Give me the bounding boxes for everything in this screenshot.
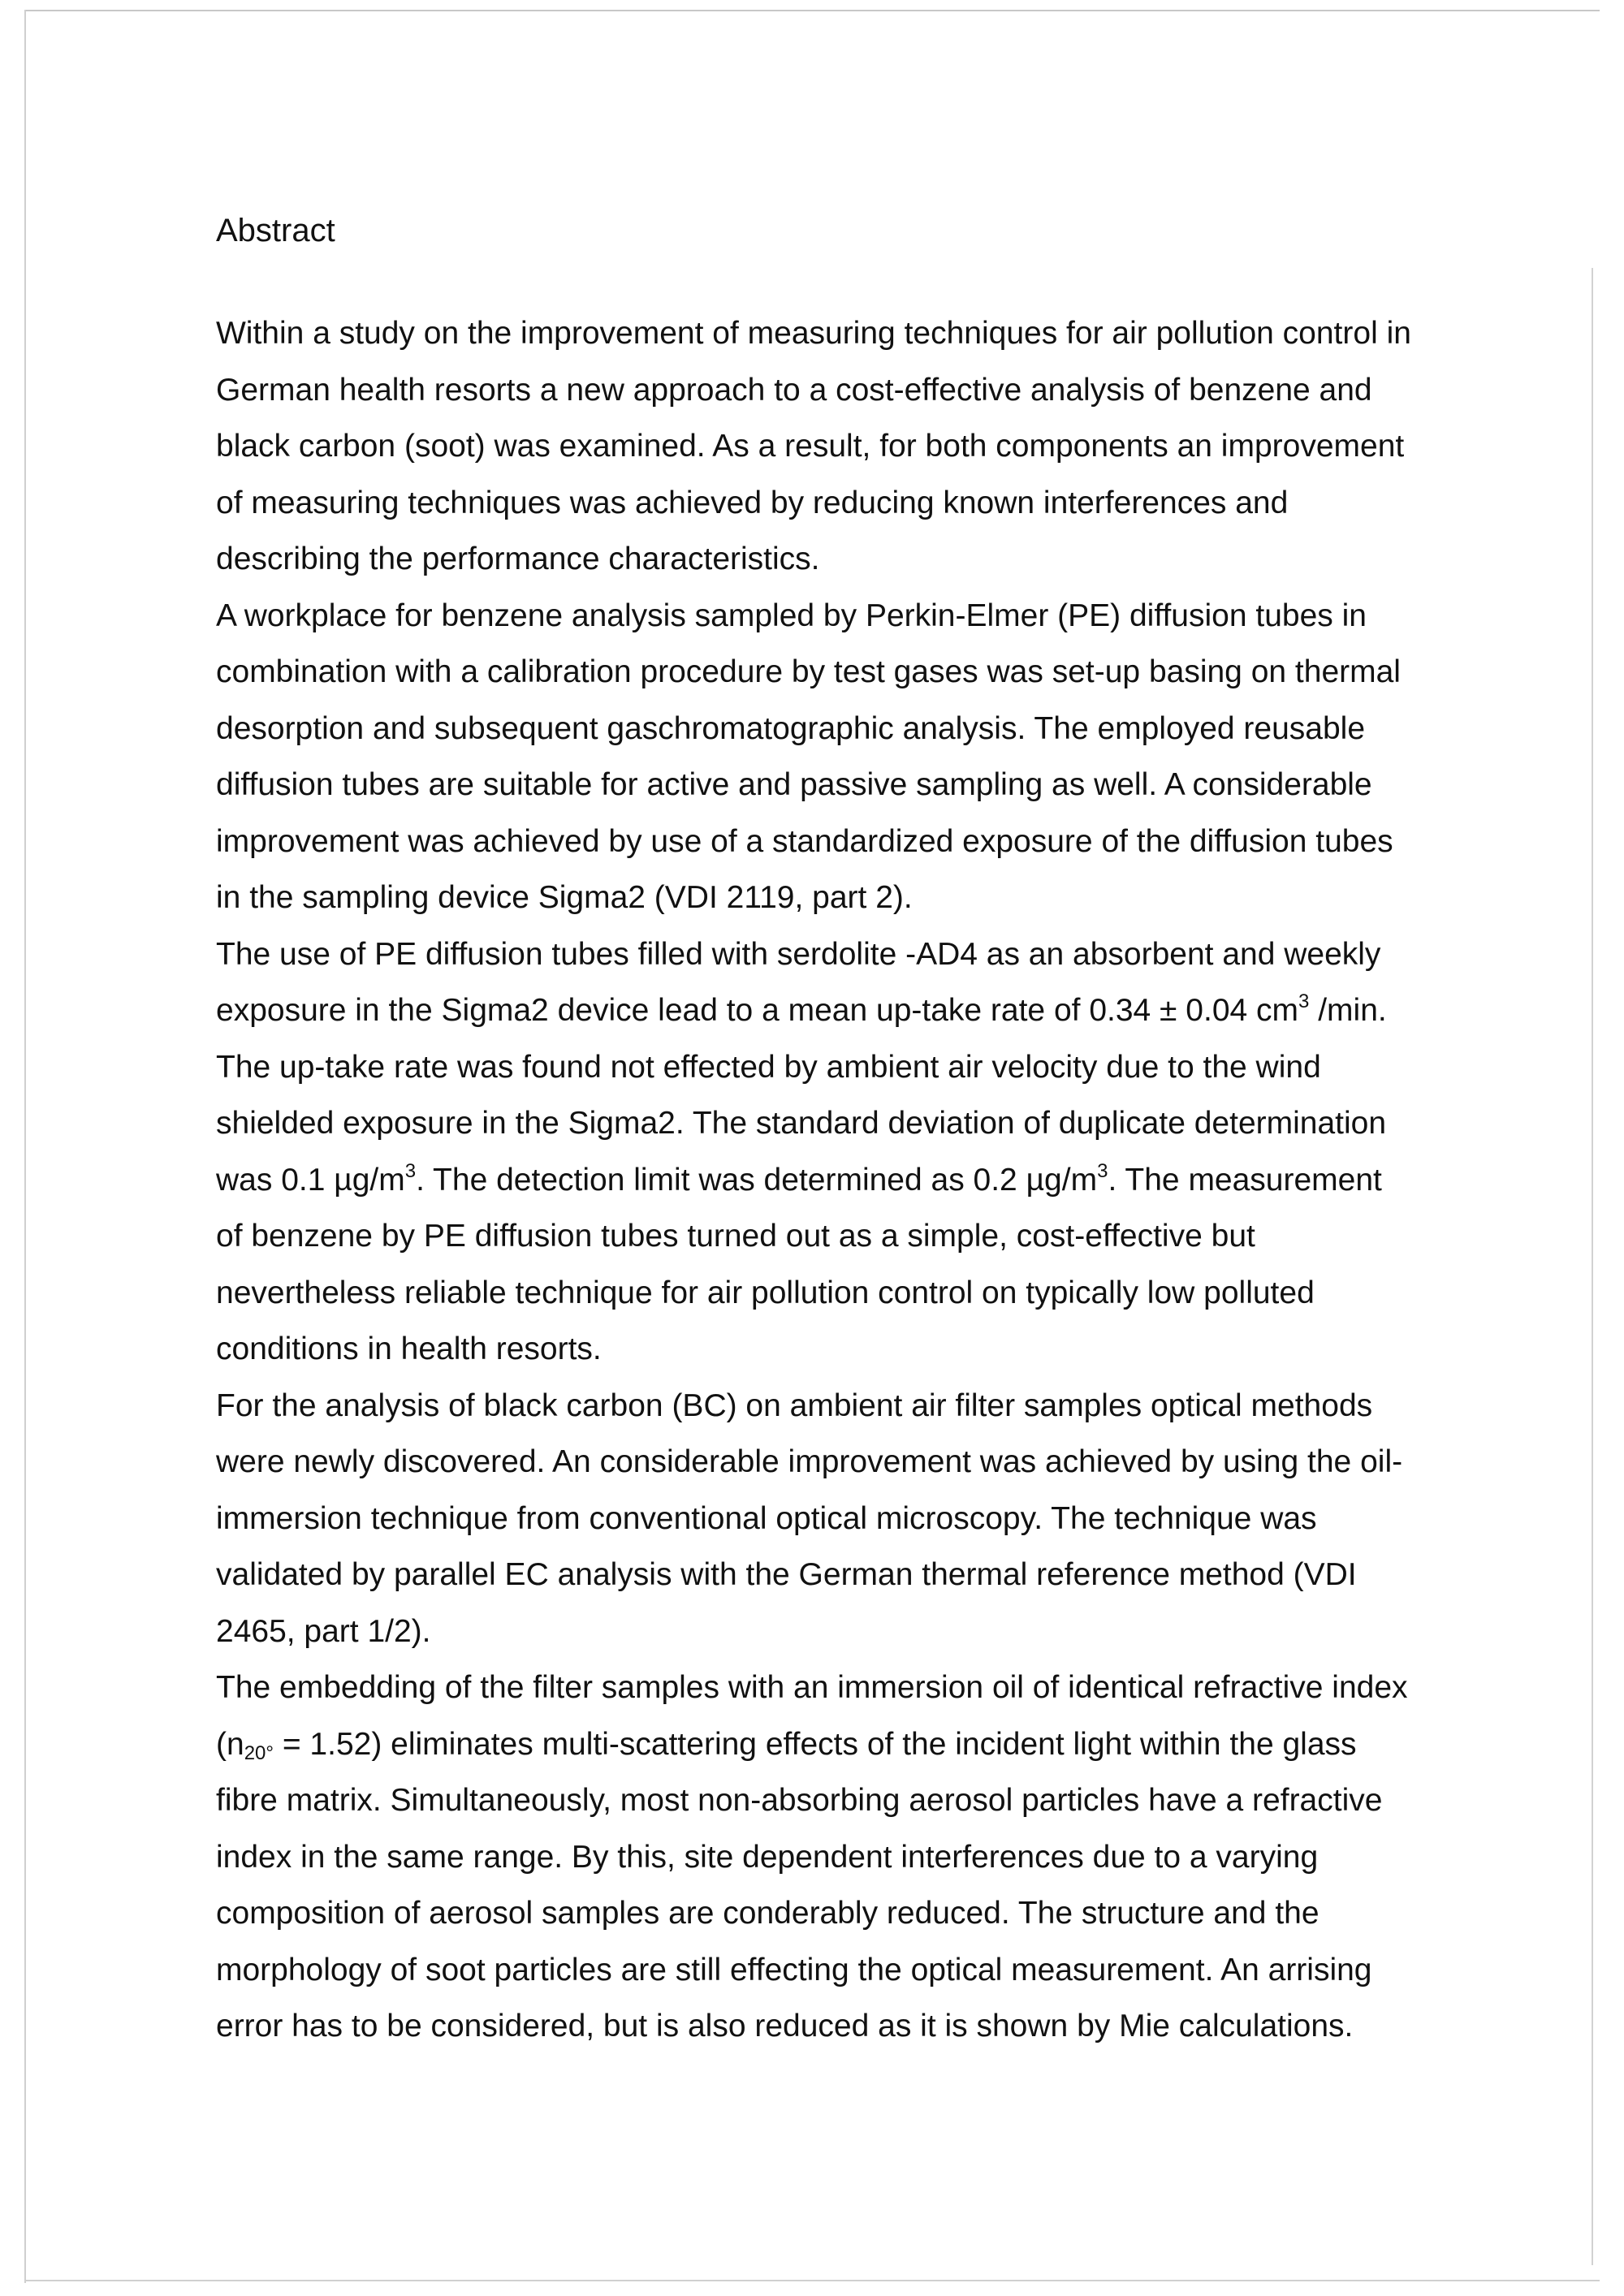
text-line: conditions in health resorts. <box>216 1331 602 1366</box>
text-line <box>216 982 1483 1039</box>
text-line: combination with a calibration procedure by test gases was set-up basing on thermal <box>216 654 1401 689</box>
text-line: diffusion tubes are suitable for active and passive sampling as well. A considerable <box>216 767 1372 802</box>
paragraph-intro <box>216 305 1483 588</box>
text-line: nevertheless reliable technique for air pollution control on typically low polluted <box>216 1275 1315 1310</box>
scan-edge-left <box>24 10 26 2283</box>
text-line: describing the performance characteristics. <box>216 542 820 576</box>
superscript: 3 <box>404 1159 417 1182</box>
text-segment: . The measurement <box>1108 1162 1382 1198</box>
text-line: A workplace for benzene analysis sampled by Perkin-Elmer (PE) diffusion tubes in <box>216 598 1367 633</box>
text-segment: /min. <box>1309 993 1387 1028</box>
superscript: 3 <box>1097 1159 1108 1182</box>
scan-edge-right <box>1592 268 1593 2265</box>
scan-edge-bottom <box>24 2280 1600 2281</box>
text-segment: = 1.52) eliminates multi-scattering effects of the incident light within the glass <box>273 1726 1357 1762</box>
text-line: validated by parallel EC analysis with the German thermal reference method (VDI <box>216 1557 1357 1592</box>
text-segment: . The detection limit was determined as 0.2 µg/m <box>416 1162 1098 1198</box>
text-line: black carbon (soot) was examined. As a result, for both components an improvement <box>216 429 1405 464</box>
text-line: morphology of soot particles are still effecting the optical measurement. An arrising <box>216 1952 1372 1987</box>
paragraph-uptake-rate <box>216 926 1483 1378</box>
text-line: were newly discovered. An considerable improvement was achieved by using the oil- <box>216 1444 1403 1479</box>
text-line: of measuring techniques was achieved by reducing known interferences and <box>216 485 1289 520</box>
text-line: The embedding of the filter samples with an immersion oil of identical refractive index <box>216 1670 1408 1705</box>
text-segment: was 0.1 µg/m <box>216 1162 405 1198</box>
text-line: index in the same range. By this, site dependent interferences due to a varying <box>216 1839 1319 1875</box>
text-segment: (n <box>216 1726 244 1762</box>
text-line: error has to be considered, but is also reduced as it is shown by Mie calculations. <box>216 2009 1354 2044</box>
paragraph-immersion-oil <box>216 1659 1483 2055</box>
text-line <box>216 1716 1483 1773</box>
text-line <box>216 1152 1483 1209</box>
text-line: German health resorts a new approach to a cost-effective analysis of benzene and <box>216 372 1372 408</box>
text-line: The use of PE diffusion tubes filled with serdolite -AD4 as an absorbent and weekly <box>216 936 1381 972</box>
document-body <box>216 208 1483 2055</box>
paragraph-benzene-workplace <box>216 588 1483 926</box>
text-line: improvement was achieved by use of a standardized exposure of the diffusion tubes <box>216 823 1393 859</box>
text-segment: exposure in the Sigma2 device lead to a mean up-take rate of 0.34 ± 0.04 cm <box>216 993 1299 1028</box>
text-line: fibre matrix. Simultaneously, most non-absorbing aerosol particles have a refractive <box>216 1783 1383 1818</box>
text-line: shielded exposure in the Sigma2. The standard deviation of duplicate determination <box>216 1106 1387 1141</box>
text-line: immersion technique from conventional optical microscopy. The technique was <box>216 1500 1317 1536</box>
page-title: Abstract <box>216 213 335 248</box>
text-line: For the analysis of black carbon (BC) on ambient air filter samples optical methods <box>216 1388 1373 1423</box>
text-line: of benzene by PE diffusion tubes turned out as a simple, cost-effective but <box>216 1219 1255 1254</box>
text-line: composition of aerosol samples are conderably reduced. The structure and the <box>216 1896 1320 1931</box>
text-line: 2465, part 1/2). <box>216 1613 431 1649</box>
subscript: 20° <box>244 1741 274 1764</box>
text-line: in the sampling device Sigma2 (VDI 2119, part 2). <box>216 880 913 915</box>
paragraph-black-carbon <box>216 1378 1483 1660</box>
superscript: 3 <box>1298 990 1310 1012</box>
text-line: The up-take rate was found not effected by ambient air velocity due to the wind <box>216 1049 1321 1085</box>
text-line: Within a study on the improvement of measuring techniques for air pollution control in <box>216 316 1411 351</box>
text-line: desorption and subsequent gaschromatographic analysis. The employed reusable <box>216 710 1366 746</box>
scan-edge-top <box>24 10 1600 11</box>
